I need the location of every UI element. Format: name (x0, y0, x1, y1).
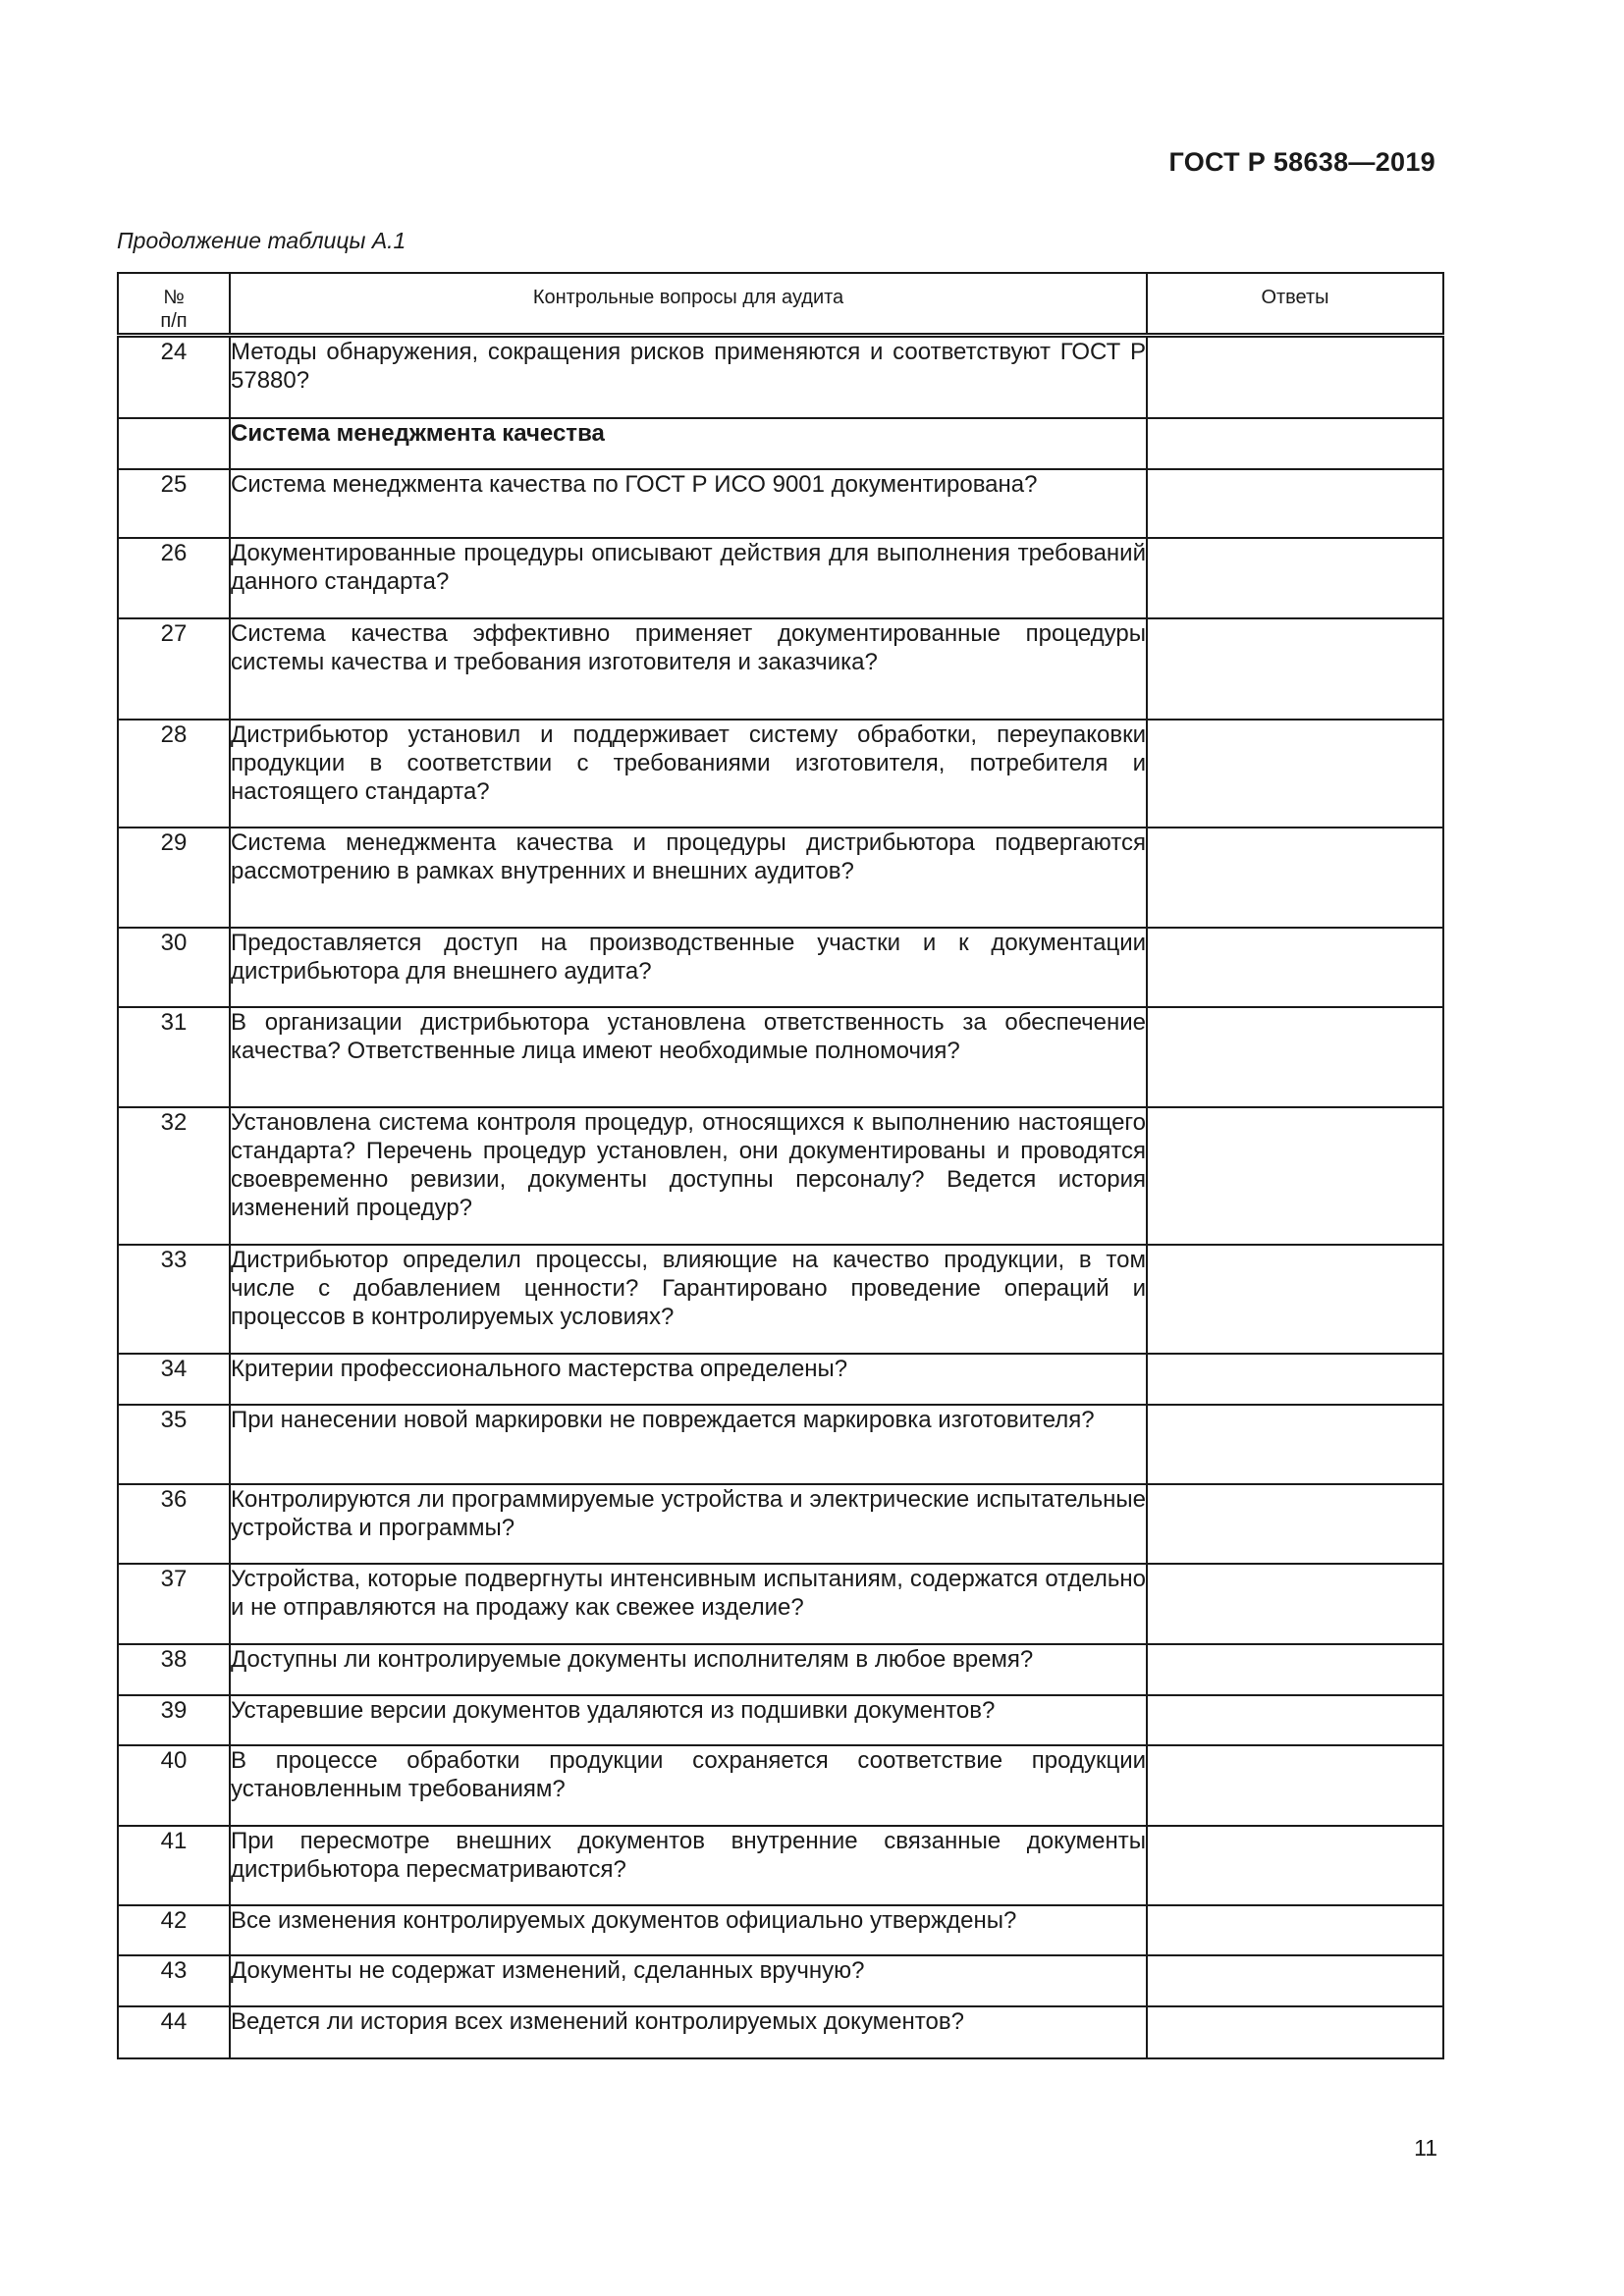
table-row (118, 1245, 1443, 1354)
row-number: 43 (118, 1955, 230, 2006)
audit-question: Документы не содержат изменений, сделанных вручную? (230, 1955, 1147, 2006)
table-row (118, 1695, 1443, 1745)
row-number: 40 (118, 1745, 230, 1826)
column-header-number (118, 273, 230, 336)
row-number: 30 (118, 928, 230, 1007)
audit-question: Система менеджмента качества по ГОСТ Р ИСО 9001 документирована? (230, 469, 1147, 538)
row-number: 36 (118, 1484, 230, 1564)
row-number: 44 (118, 2006, 230, 2058)
answer-cell[interactable] (1147, 1644, 1443, 1695)
answer-cell[interactable] (1147, 1405, 1443, 1484)
table-row (118, 1564, 1443, 1644)
answer-cell[interactable] (1147, 928, 1443, 1007)
answer-cell[interactable] (1147, 828, 1443, 928)
audit-question: Устаревшие версии документов удаляются из подшивки документов? (230, 1695, 1147, 1745)
audit-question: Доступны ли контролируемые документы исполнителям в любое время? (230, 1644, 1147, 1695)
row-number: 24 (118, 336, 230, 418)
audit-question: Установлена система контроля процедур, относящихся к выполнению настоящего стандарта? Перечень процедур установлен, они документированы и проводятся своевременно ревизии, документы доступны персоналу? Ведется история изменений процедур? (230, 1107, 1147, 1245)
answer-cell[interactable] (1147, 469, 1443, 538)
answer-cell[interactable] (1147, 1695, 1443, 1745)
row-number: 25 (118, 469, 230, 538)
table-caption: Продолжение таблицы А.1 (117, 228, 406, 253)
table-row (118, 1405, 1443, 1484)
audit-question: Ведется ли история всех изменений контролируемых документов? (230, 2006, 1147, 2058)
row-number: 42 (118, 1905, 230, 1955)
answer-cell[interactable] (1147, 538, 1443, 618)
row-number: 41 (118, 1826, 230, 1905)
table-row (118, 538, 1443, 618)
audit-question: При нанесении новой маркировки не повреждается маркировка изготовителя? (230, 1405, 1147, 1484)
audit-question: При пересмотре внешних документов внутренние связанные документы дистрибьютора пересматриваются? (230, 1826, 1147, 1905)
section-title: Система менеджмента качества (230, 418, 1147, 469)
answer-cell[interactable] (1147, 1107, 1443, 1245)
table-row (118, 1745, 1443, 1826)
answer-cell[interactable] (1147, 1245, 1443, 1354)
answer-cell[interactable] (1147, 720, 1443, 828)
answer-cell[interactable] (1147, 1564, 1443, 1644)
audit-question: Критерии профессионального мастерства определены? (230, 1354, 1147, 1405)
answer-cell[interactable] (1147, 1905, 1443, 1955)
audit-questions-table (117, 272, 1444, 2059)
answer-cell[interactable] (1147, 418, 1443, 469)
page-number: 11 (1414, 2135, 1437, 2161)
row-number: 32 (118, 1107, 230, 1245)
column-header-answer: Ответы (1147, 273, 1443, 336)
audit-question: Система менеджмента качества и процедуры дистрибьютора подвергаются рассмотрению в рамках внутренних и внешних аудитов? (230, 828, 1147, 928)
answer-cell[interactable] (1147, 1745, 1443, 1826)
answer-cell[interactable] (1147, 618, 1443, 720)
column-header-number-line1: № (163, 287, 185, 308)
row-number (118, 418, 230, 469)
row-number: 35 (118, 1405, 230, 1484)
answer-cell[interactable] (1147, 1007, 1443, 1107)
section-header-row (118, 418, 1443, 469)
table-body (118, 336, 1443, 2058)
audit-question: Документированные процедуры описывают действия для выполнения требований данного стандарта? (230, 538, 1147, 618)
standard-number: ГОСТ Р 58638—2019 (1168, 147, 1435, 177)
row-number: 38 (118, 1644, 230, 1695)
table-row (118, 1905, 1443, 1955)
audit-question: Предоставляется доступ на производственные участки и к документации дистрибьютора для внешнего аудита? (230, 928, 1147, 1007)
table-header-row (118, 273, 1443, 336)
table-row (118, 1644, 1443, 1695)
answer-cell[interactable] (1147, 1354, 1443, 1405)
row-number: 31 (118, 1007, 230, 1107)
answer-cell[interactable] (1147, 1955, 1443, 2006)
answer-cell[interactable] (1147, 1484, 1443, 1564)
audit-question: Устройства, которые подвергнуты интенсивным испытаниям, содержатся отдельно и не отправляются на продажу как свежее изделие? (230, 1564, 1147, 1644)
table-row (118, 1007, 1443, 1107)
row-number: 34 (118, 1354, 230, 1405)
table-row (118, 1484, 1443, 1564)
audit-question: Дистрибьютор установил и поддерживает систему обработки, переупаковки продукции в соответствии с требованиями изготовителя, потребителя и настоящего стандарта? (230, 720, 1147, 828)
audit-question: В организации дистрибьютора установлена ответственность за обеспечение качества? Ответственные лица имеют необходимые полномочия? (230, 1007, 1147, 1107)
column-header-question: Контрольные вопросы для аудита (230, 273, 1147, 336)
table-row (118, 336, 1443, 418)
table-row (118, 1354, 1443, 1405)
audit-question: Методы обнаружения, сокращения рисков применяются и соответствуют ГОСТ Р 57880? (230, 336, 1147, 418)
table-row (118, 828, 1443, 928)
table-row (118, 2006, 1443, 2058)
table-row (118, 720, 1443, 828)
table-row (118, 469, 1443, 538)
answer-cell[interactable] (1147, 1826, 1443, 1905)
answer-cell[interactable] (1147, 2006, 1443, 2058)
row-number: 28 (118, 720, 230, 828)
audit-question: В процессе обработки продукции сохраняется соответствие продукции установленным требованиям? (230, 1745, 1147, 1826)
row-number: 26 (118, 538, 230, 618)
row-number: 37 (118, 1564, 230, 1644)
row-number: 33 (118, 1245, 230, 1354)
audit-question: Дистрибьютор определил процессы, влияющие на качество продукции, в том числе с добавлением ценности? Гарантировано проведение операций и процессов в контролируемых условиях? (230, 1245, 1147, 1354)
audit-question: Все изменения контролируемых документов официально утверждены? (230, 1905, 1147, 1955)
table-row (118, 928, 1443, 1007)
answer-cell[interactable] (1147, 336, 1443, 418)
table-row (118, 1955, 1443, 2006)
column-header-number-line2: п/п (160, 310, 188, 332)
table-row (118, 1826, 1443, 1905)
table-row (118, 1107, 1443, 1245)
row-number: 29 (118, 828, 230, 928)
audit-question: Контролируются ли программируемые устройства и электрические испытательные устройства и программы? (230, 1484, 1147, 1564)
row-number: 39 (118, 1695, 230, 1745)
row-number: 27 (118, 618, 230, 720)
audit-question: Система качества эффективно применяет документированные процедуры системы качества и требования изготовителя и заказчика? (230, 618, 1147, 720)
table-row (118, 618, 1443, 720)
